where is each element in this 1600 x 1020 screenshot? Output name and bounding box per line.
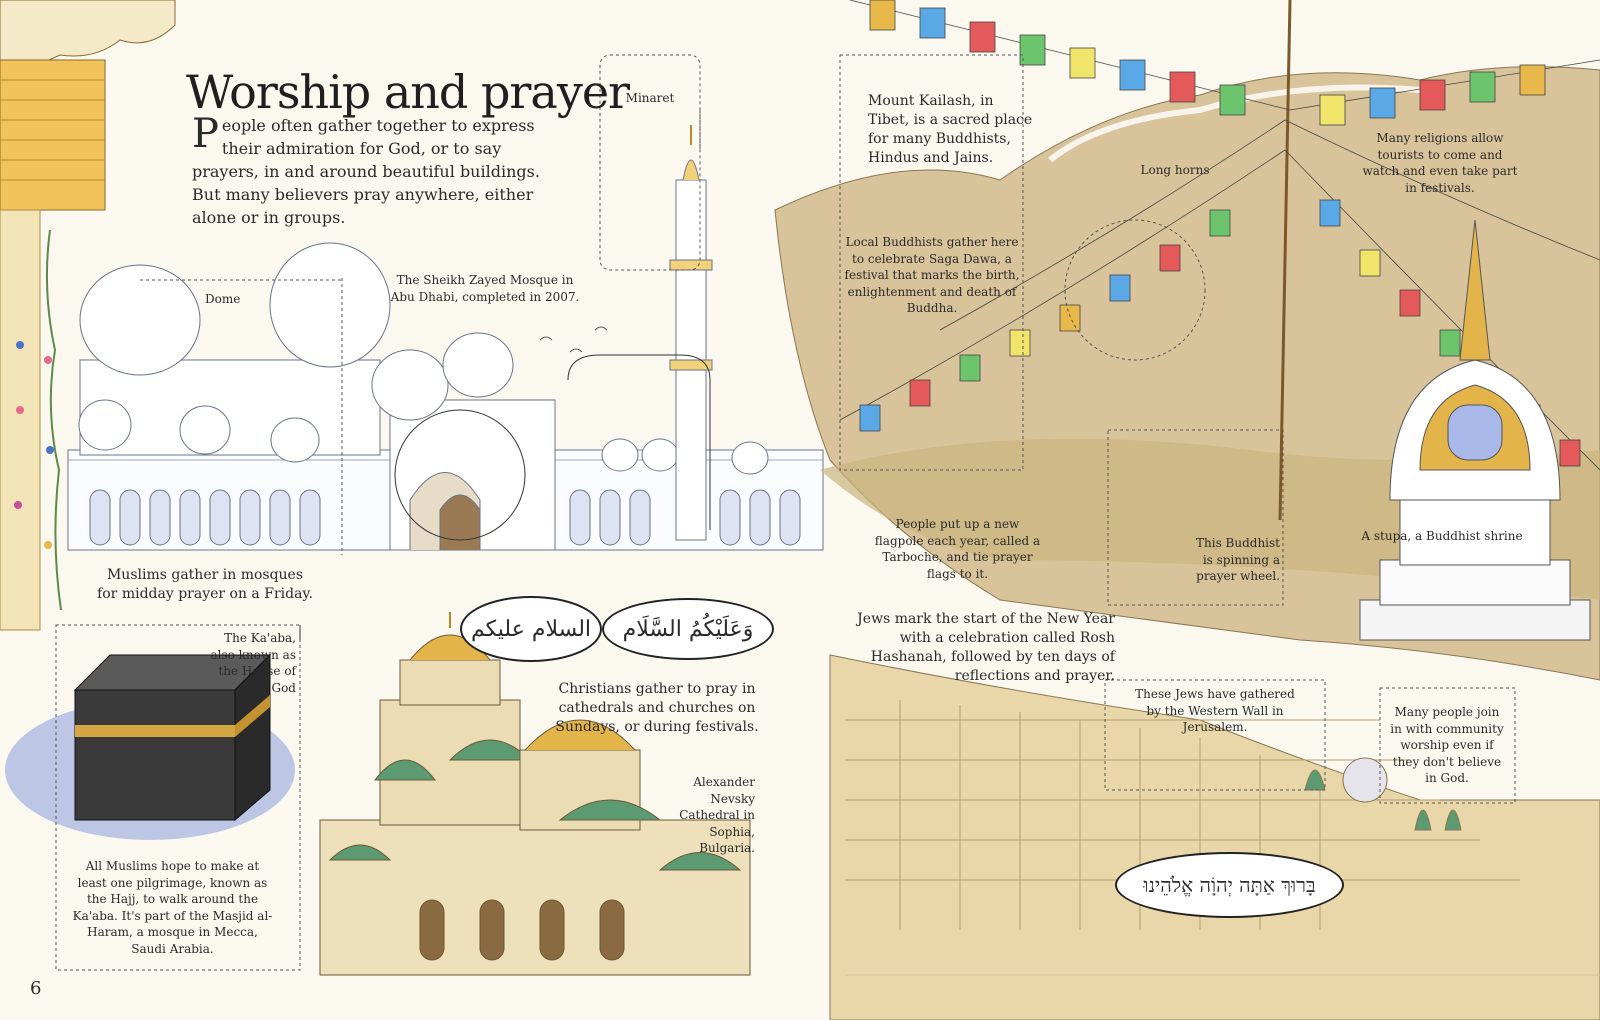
page-title: Worship and prayer	[186, 64, 630, 119]
flagpole-text: People put up a new flagpole each year, called a Tarboche, and tie prayer flags to it.	[874, 517, 1041, 581]
friday-prayer-text: Muslims gather in mosques for midday prayer on a Friday.	[97, 567, 313, 602]
christians-text: Christians gather to pray in cathedrals and churches on Sundays, or during festivals.	[555, 681, 759, 735]
tourists-text: Many religions allow tourists to come and watch and even take part in festivals.	[1362, 131, 1518, 195]
kailash-text: Mount Kailash, in Tibet, is a sacred place for many Buddhists, Hindus and Jains.	[868, 93, 1033, 166]
stupa-label: A stupa, a Buddhist shrine	[1361, 529, 1523, 543]
minaret-label: Minaret	[625, 91, 675, 105]
speech-bubble-salam	[460, 596, 602, 662]
rosh-hashanah-text: Jews mark the start of the New Year with a celebration called Rosh Hashanah, followed by ten days of reflections and prayer.	[857, 611, 1115, 684]
prayer-wheel-text: This Buddhist is spinning a prayer wheel.	[1196, 536, 1280, 583]
speech-bubble-reply	[602, 598, 774, 660]
page-number: 6	[30, 978, 42, 999]
hebrew-prayer: בָּרוּךְ אַתָּה יְהוָֹה אֱלֹהֵינוּ	[1143, 872, 1316, 897]
birds	[540, 327, 607, 352]
saga-dawa-text: Local Buddhists gather here to celebrate Saga Dawa, a festival that marks the birth, enlightenment and death of Buddha.	[844, 235, 1020, 315]
community-text: Many people join in with community worship even if they don't believe in God.	[1390, 705, 1504, 785]
kaaba-label: The Ka'aba, also known as the House of God	[210, 631, 296, 695]
long-horns-label: Long horns	[1140, 163, 1210, 177]
speech-bubble-hebrew	[1115, 852, 1344, 918]
western-wall-text: These Jews have gathered by the Western Wall in Jerusalem.	[1135, 687, 1295, 734]
arabic-reply: وَعَلَيْكُمُ السَّلَام	[622, 616, 754, 642]
hajj-text: All Muslims hope to make at least one pilgrimage, known as the Hajj, to walk around the Ka'aba. It's part of the Masjid al-Haram, a mosque in Mecca, Saudi Arabia.	[72, 859, 273, 956]
arabic-greeting: السلام عليكم	[470, 616, 592, 642]
mosque-caption: The Sheikh Zayed Mosque in Abu Dhabi, completed in 2007.	[390, 273, 580, 304]
cathedral-caption: Alexander Nevsky Cathedral in Sophia, Bulgaria.	[679, 775, 755, 855]
intro-paragraph: People often gather together to express their admiration for God, or to say prayers, in and around beautiful buildings. But many believers pray anywhere, either alone or in groups.	[192, 111, 540, 227]
dome-label: Dome	[205, 292, 241, 306]
